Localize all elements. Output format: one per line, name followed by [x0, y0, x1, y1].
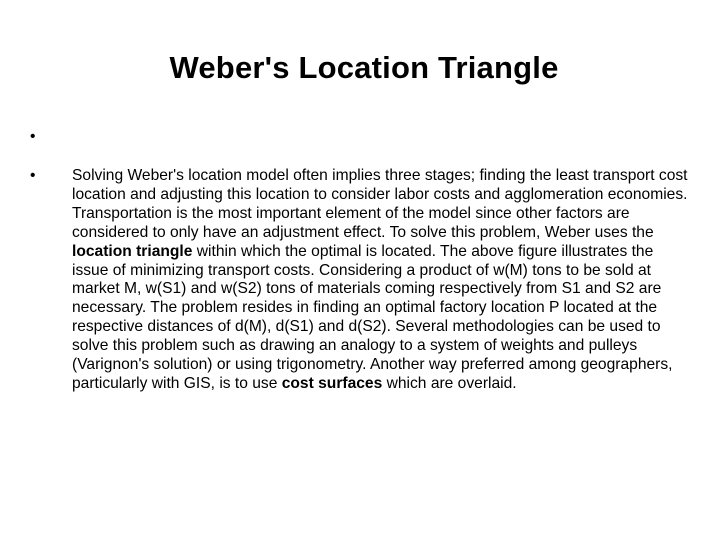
paragraph-segment: Solving Weber's location model often implies three stages; finding the least transport cost location and adjusting this location to consider labor costs and agglomeration economies. Transportation is the most important element of the model since other factors are considered to only have an adjustment effect. To solve this problem, Weber uses the — [72, 167, 688, 241]
bold-term-cost-surfaces: cost surfaces — [281, 374, 383, 392]
bold-term-location-triangle: location triangle — [72, 242, 193, 260]
bullet-item-empty — [30, 128, 690, 147]
bullet-list — [30, 128, 690, 394]
slide-title: Weber's Location Triangle — [169, 50, 559, 85]
bullet-mark: • — [30, 128, 36, 145]
bullet-paragraph — [72, 167, 688, 392]
paragraph-segment: which are overlaid. — [382, 374, 517, 392]
bullet-mark: • — [30, 167, 36, 184]
bullet-item-weber-model — [30, 167, 690, 394]
paragraph-segment: within which the optimal is located. The above figure illustrates the issue of minimizing transport costs. Considering a product of w(M) tons to be sold at market M, w(S1) and w(S2) tons of materials coming respectively from S1 and S2 are necessary. The problem resides in finding an optimal factory location P located at the respective distances of d(M), d(S1) and d(S2). Several methodologies can be used to solve this problem such as drawing an analogy to a system of weights and pulleys (Varignon's solution) or using trigonometry. Another way preferred among geographers, particularly with GIS, is to use — [72, 242, 673, 392]
